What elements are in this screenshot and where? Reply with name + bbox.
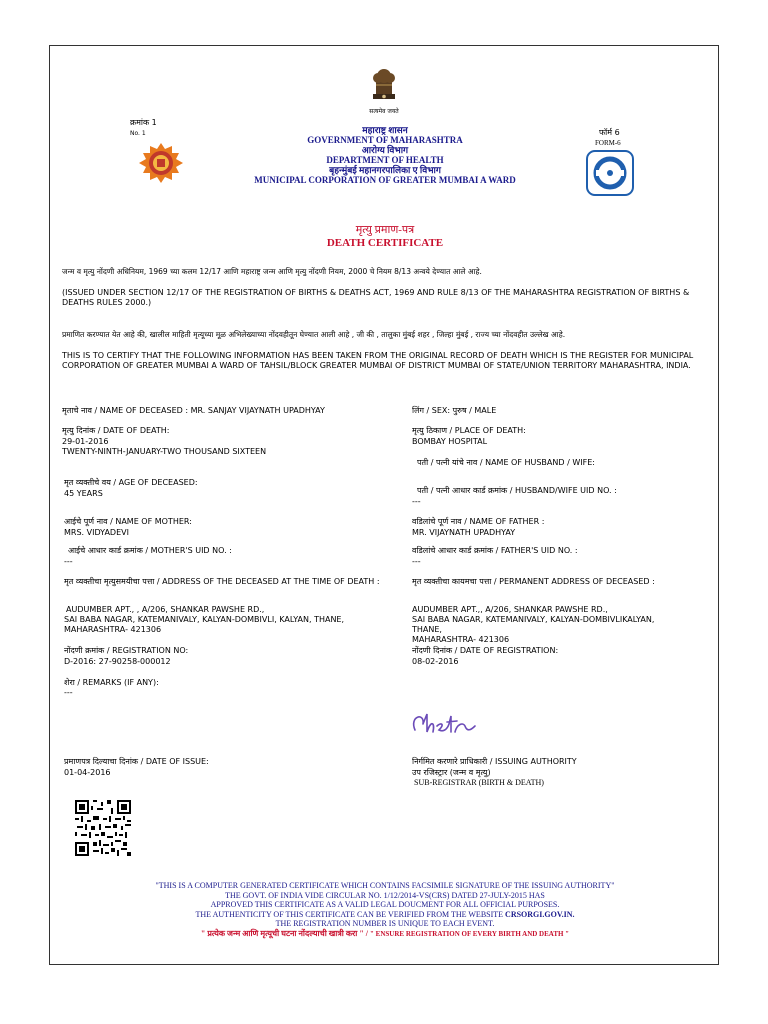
pod-label: मृत्यु ठिकाण / PLACE OF DEATH: — [412, 426, 526, 435]
regdate-label: नोंदणी दिनांक / DATE OF REGISTRATION: — [412, 646, 559, 655]
form-label-en: FORM-6 — [595, 139, 621, 147]
footer-line4 — [50, 910, 720, 920]
addr-perm-line1: AUDUMBER APT.,, A/206, SHANKAR PAWSHE RD., — [412, 605, 608, 614]
act-mr: जन्म व मृत्यु नोंदणी अधिनियम, 1969 च्या कलम 12/17 आणि महाराष्ट्र जन्म आणि मृत्यु नोंदणी नियम, 2000 चे नियम 8/13 अन्वये देण्यात आले आहे. — [62, 267, 482, 276]
dod-words: TWENTY-NINTH-JANUARY-TWO THOUSAND SIXTEEN — [62, 447, 267, 456]
maharashtra-seal-icon — [134, 141, 188, 185]
father-uid-value: --- — [412, 557, 421, 566]
corp-name-mr: बृहन्मुंबई महानगरपालिका ए विभाग — [329, 165, 441, 175]
footer-line6 — [50, 929, 720, 940]
name-of-deceased: मृताचे नाव / NAME OF DECEASED : MR. SANJAY VIJAYNATH UPADHYAY — [62, 406, 325, 415]
ashoka-emblem-icon — [367, 66, 401, 104]
signature-icon — [405, 706, 485, 742]
footer-line2: THE GOVT. OF INDIA VIDE CIRCULAR NO. 1/12/2014-VS(CRS) DATED 27-JULY-2015 HAS — [225, 890, 545, 900]
title-en: DEATH CERTIFICATE — [326, 237, 444, 249]
father-uid-label: वडिलांचे आधार कार्ड क्रमांक / FATHER'S UID NO. : — [412, 546, 578, 555]
national-emblem — [364, 66, 404, 116]
footer-line6-mr: " प्रत्येक जन्म आणि मृत्यूची घटना नोंदल्याची खात्री करा " / — [200, 928, 369, 938]
verification-site: CRSORGI.GOV.IN. — [505, 909, 575, 919]
dod-label: मृत्यु दिनांक / DATE OF DEATH: — [62, 426, 170, 435]
title-mr: मृत्यु प्रमाण-पत्र — [355, 224, 415, 236]
footer-line5: THE REGISTRATION NUMBER IS UNIQUE TO EACH EVENT. — [275, 919, 495, 928]
issue-label: प्रमाणपत्र दिल्याचा दिनांक / DATE OF ISSUE: — [64, 757, 209, 766]
corp-name-en: MUNICIPAL CORPORATION OF GREATER MUMBAI A WARD — [254, 175, 516, 185]
serial-en: No. 1 — [130, 130, 146, 137]
father-label: वडिलांचे पूर्ण नाव / NAME OF FATHER : — [412, 517, 545, 526]
addr-death-line3: MAHARASHTRA- 421306 — [64, 625, 162, 634]
addr-perm-line2: SAI BABA NAGAR, KATEMANIVALY, KALYAN-DOMBIVLIKALYAN, — [412, 615, 655, 624]
regdate-value: 08-02-2016 — [412, 657, 459, 666]
pod-value: BOMBAY HOSPITAL — [412, 437, 488, 446]
spouse-uid-value: --- — [412, 497, 421, 506]
act-en: (ISSUED UNDER SECTION 12/17 OF THE REGISTRATION OF BIRTHS & DEATHS ACT, 1969 AND RULE 8/13 OF THE MAHARASHTRA REGISTRATION OF BIRTHS & DEATHS RULES 2000.) — [62, 288, 690, 307]
addr-death-line2: SAI BABA NAGAR, KATEMANIVALY, KALYAN-DOMBIVLI, KALYAN, THANE, — [64, 615, 345, 624]
header-block — [230, 125, 540, 185]
addr-perm-line3: THANE, — [412, 625, 442, 634]
spouse-name-label: पती / पत्नी यांचे नाव / NAME OF HUSBAND / WIFE: — [417, 458, 595, 467]
form-label-mr: फॉर्म 6 — [599, 128, 620, 137]
footer-line6-en: " ENSURE REGISTRATION OF EVERY BIRTH AND DEATH " — [370, 929, 570, 938]
footer-line1: "THIS IS A COMPUTER GENERATED CERTIFICATE WHICH CONTAINS FACSIMILE SIGNATURE OF THE ISSUING AUTHORITY" — [155, 881, 615, 890]
mother-uid-value: --- — [64, 557, 73, 566]
mother-value: MRS. VIDYADEVI — [64, 528, 129, 537]
addr-death-label: मृत व्यक्तीचा मृत्युसमयीचा पत्ता / ADDRESS OF THE DECEASED AT THE TIME OF DEATH : — [64, 577, 380, 586]
mother-uid-label: आईचे आधार कार्ड क्रमांक / MOTHER'S UID NO. : — [68, 546, 232, 555]
age-label: मृत व्यक्तीचे वय / AGE OF DECEASED: — [64, 478, 198, 487]
cert-en: THIS IS TO CERTIFY THAT THE FOLLOWING INFORMATION HAS BEEN TAKEN FROM THE ORIGINAL RECORD OF DEATH WHICH IS THE REGISTER FOR MUNICIPAL CORPORATION OF GREATER MUMBAI A WARD OF TAHSIL/BLOCK GREATER MUMBAI OF DISTRICT MUMBAI OF STATE/UNION TERRITORY MAHARASHTRA, INDIA. — [62, 351, 694, 370]
cert-mr: प्रमाणित करण्यात येत आहे की, खालील माहिती मृत्यूच्या मूळ अभिलेख्याच्या नोंदवहीतून घेण्यात आली आहे , जी की , तालुका मुंबई शहर , जिल्हा मुंबई , राज्य च्या नोंदवहीत उल्लेख आहे. — [62, 330, 566, 339]
authority-label: निर्गमित करणारे प्राधिकारी / ISSUING AUTHORITY — [412, 757, 577, 766]
footer — [50, 881, 720, 939]
qr-code — [75, 800, 131, 860]
father-value: MR. VIJAYNATH UPADHYAY — [412, 528, 516, 537]
certificate-title — [230, 224, 540, 250]
issue-value: 01-04-2016 — [64, 768, 111, 777]
maharashtra-seal — [134, 141, 188, 189]
crs-logo-icon — [586, 150, 634, 196]
authority-mr: उप रजिस्ट्रार (जन्म व मृत्यु) — [412, 768, 491, 777]
dod-value: 29-01-2016 — [62, 437, 109, 446]
remarks-value: --- — [64, 688, 73, 697]
addr-perm-label: मृत व्यक्तीचा कायमचा पत्ता / PERMANENT ADDRESS OF DECEASED : — [412, 577, 655, 586]
certificate-page — [49, 45, 719, 965]
dept-name-en: DEPARTMENT OF HEALTH — [326, 155, 444, 165]
spouse-uid-label: पती / पत्नी आधार कार्ड क्रमांक / HUSBAND/WIFE UID NO. : — [417, 486, 617, 495]
serial-label: क्रमांक 1 — [130, 118, 157, 127]
sex-field: लिंग / SEX: पुरुष / MALE — [412, 406, 497, 415]
footer-line4-text: THE AUTHENTICITY OF THIS CERTIFICATE CAN BE VERIFIED FROM THE WEBSITE — [195, 909, 506, 919]
govt-name-mr: महाराष्ट्र शासन — [362, 125, 408, 135]
remarks-label: शेरा / REMARKS (IF ANY): — [64, 678, 159, 687]
regno-label: नोंदणी क्रमांक / REGISTRATION NO: — [64, 646, 189, 655]
qr-code-icon — [75, 800, 131, 856]
regno-value: D-2016: 27-90258-000012 — [64, 657, 171, 666]
govt-name-en: GOVERNMENT OF MAHARASHTRA — [307, 135, 463, 145]
footer-line3: APPROVED THIS CERTIFICATE AS A VALID LEGAL DOUCMENT FOR ALL OFFICIAL PURPOSES. — [210, 900, 560, 909]
mother-label: आईचे पूर्ण नाव / NAME OF MOTHER: — [64, 517, 192, 526]
dept-name-mr: आरोग्य विभाग — [361, 145, 409, 155]
authority-en: SUB-REGISTRAR (BIRTH & DEATH) — [414, 778, 544, 787]
form-logo — [586, 150, 634, 200]
age-value: 45 YEARS — [64, 489, 103, 498]
emblem-motto: सत्यमेव जयते — [369, 108, 399, 115]
signature — [405, 706, 485, 742]
addr-death-line1: AUDUMBER APT., , A/206, SHANKAR PAWSHE RD., — [66, 605, 265, 614]
addr-perm-line4: MAHARASHTRA- 421306 — [412, 635, 510, 644]
